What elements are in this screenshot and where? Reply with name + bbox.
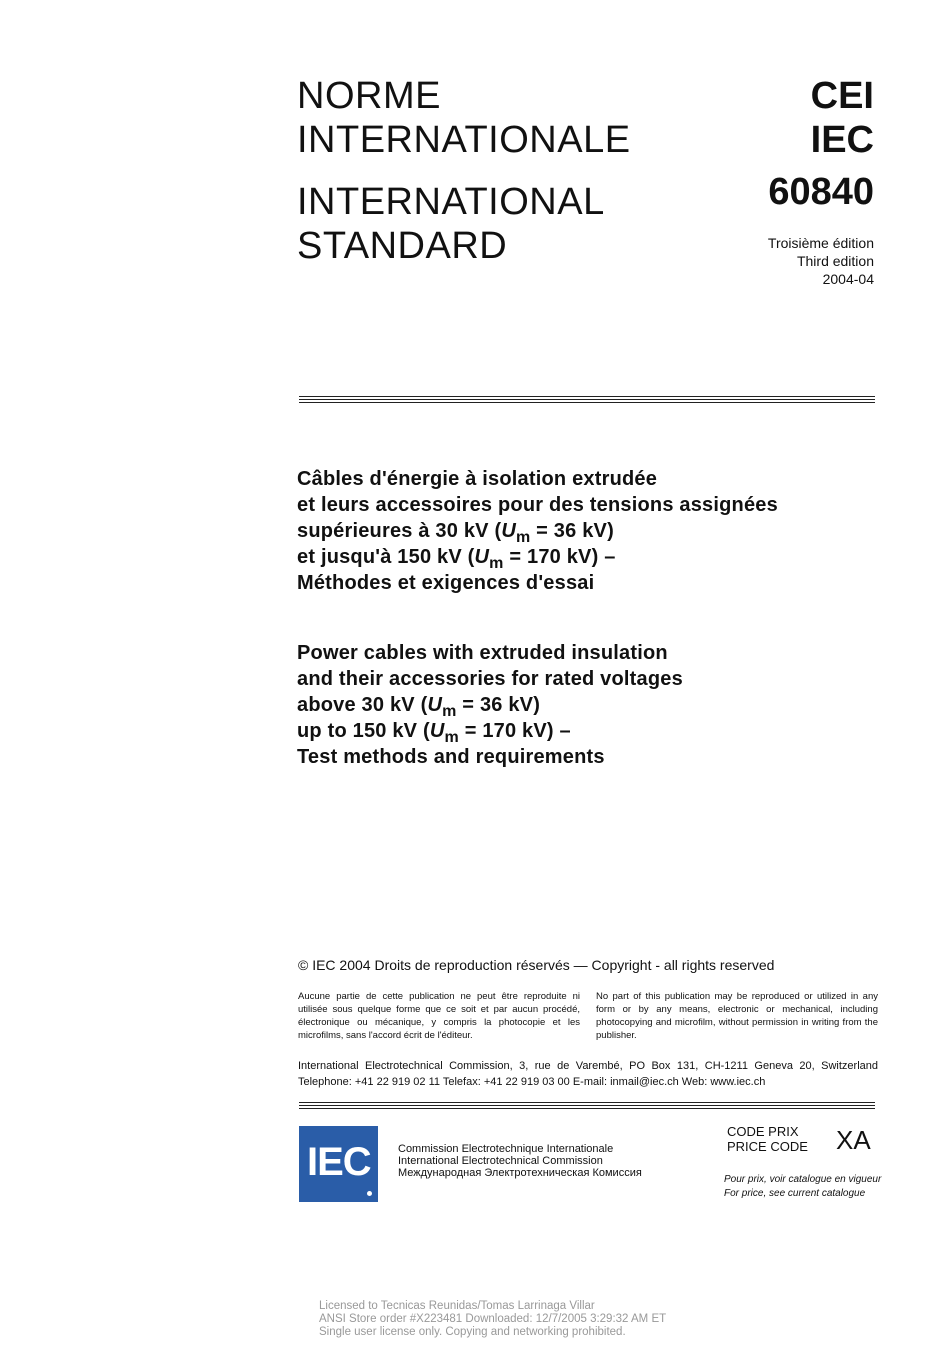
international-standard — [297, 180, 605, 268]
cei-label: CEI — [810, 75, 874, 117]
edition-date: 2004-04 — [822, 271, 874, 287]
title-en-line3: above 30 kV ($U_m = 36$ kV) — [297, 694, 541, 720]
address-line1: International Electrotechnical Commission, 3, rue de Varembé, PO Box 131, CH-1211 Geneva 20, Switzerland — [298, 1060, 878, 1072]
license-line2: ANSI Store order #X223481 Downloaded: 12/7/2005 3:29:32 AM ET — [319, 1313, 667, 1325]
title-en-line5: Test methods and requirements — [297, 746, 605, 768]
edition-fr: Troisième édition — [767, 235, 874, 251]
bottom-divider — [299, 1102, 875, 1111]
iec-label: IEC — [810, 119, 874, 161]
intl-line1: INTERNATIONAL — [297, 181, 605, 223]
title-en-line1: Power cables with extruded insulation — [297, 642, 668, 664]
license-line3: Single user license only. Copying and networking prohibited. — [319, 1326, 626, 1338]
intl-line2: STANDARD — [297, 225, 508, 267]
title-fr-line1: Câbles d'énergie à isolation extrudée — [297, 468, 658, 490]
title-fr-line5: Méthodes et exigences d'essai — [297, 572, 595, 594]
cei-iec-block — [811, 74, 874, 162]
notice-french: Aucune partie de cette publication ne peut être reproduite ni utilisée sous quelque forme que ce soit et par aucun procédé, électronique ou mécanique, y compris la photocopie et les microfilms, sans l'accord écrit de l'éditeur. — [298, 991, 580, 1041]
norme-line1: NORME — [297, 75, 441, 117]
address-line2: Telephone: +41 22 919 02 11 Telefax: +41 22 919 03 00 E-mail: inmail@iec.ch Web: www.iec.ch — [298, 1076, 766, 1088]
price-note-en: For price, see current catalogue — [724, 1188, 866, 1199]
edition-en: Third edition — [796, 253, 874, 269]
commission-fr: Commission Electrotechnique Internationale — [398, 1143, 614, 1155]
price-code-fr: CODE PRIX — [727, 1124, 799, 1139]
top-divider — [299, 396, 875, 405]
notice-english: No part of this publication may be reproduced or utilized in any form or by any means, electronic or mechanical, including photocopying and microfilm, without permission in writing from the publisher. — [596, 991, 878, 1041]
copyright-line: © IEC 2004 Droits de reproduction réservés — Copyright - all rights reserved — [298, 957, 775, 973]
iec-logo-text: IEC — [307, 1140, 371, 1184]
license-watermark — [319, 1300, 666, 1339]
title-en-line4: up to 150 kV ($U_m = 170$ kV) – — [297, 720, 571, 746]
title-fr-line3: supérieures à 30 kV ($U_m = 36$ kV) — [297, 520, 614, 546]
commission-names — [398, 1143, 642, 1179]
iec-address — [298, 1058, 878, 1090]
title-en-line2: and their accessories for rated voltages — [297, 668, 683, 690]
title-english — [297, 640, 683, 770]
standard-number: 60840 — [768, 171, 874, 213]
license-line1: Licensed to Tecnicas Reunidas/Tomas Larrinaga Villar — [319, 1300, 595, 1312]
title-fr-line2: et leurs accessoires pour des tensions assignées — [297, 494, 778, 516]
price-code-value: XA — [836, 1125, 871, 1155]
title-fr-line4: et jusqu'à 150 kV ($U_m = 170$ kV) – — [297, 546, 616, 572]
edition-block — [768, 234, 874, 288]
commission-ru: Международная Электротехническая Комиссия — [398, 1167, 642, 1179]
iec-logo — [299, 1126, 378, 1202]
price-note-fr: Pour prix, voir catalogue en vigueur — [724, 1174, 882, 1185]
price-note — [724, 1173, 881, 1201]
commission-en: International Electrotechnical Commission — [398, 1155, 603, 1167]
norme-internationale — [297, 74, 631, 162]
norme-line2: INTERNATIONALE — [297, 119, 631, 161]
title-french — [297, 466, 778, 596]
registered-dot-icon — [367, 1191, 372, 1196]
price-code-label — [727, 1124, 808, 1154]
price-code-en: PRICE CODE — [727, 1139, 808, 1154]
